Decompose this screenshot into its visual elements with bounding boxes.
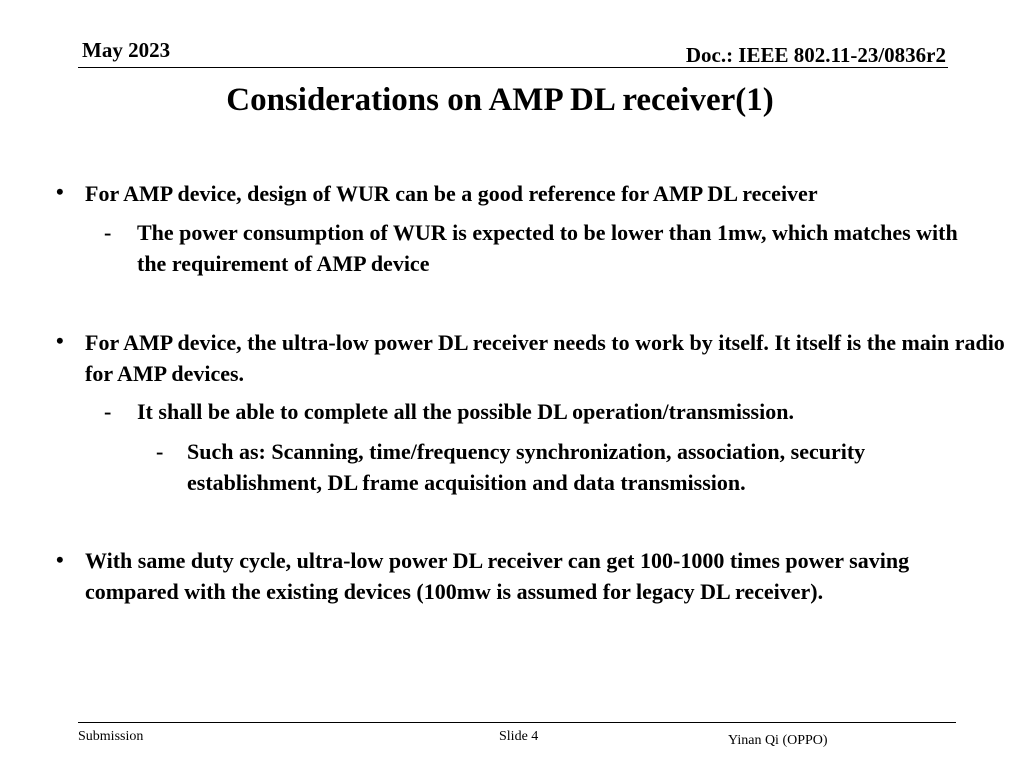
footer-author: Yinan Qi (OPPO) xyxy=(728,733,828,748)
bullet-3-text: With same duty cycle, ultra-low power DL receiver can get 100-1000 times power saving compared with the existing devices (100mw is assumed for legacy DL receiver). xyxy=(85,548,910,604)
footer-divider xyxy=(78,722,956,723)
bullet-marker: • xyxy=(56,179,64,204)
bullet-2-text: For AMP device, the ultra-low power DL receiver needs to work by itself. It itself is the main radio for AMP devices. xyxy=(85,330,1005,386)
header-date: May 2023 xyxy=(82,38,171,62)
dash-marker: - xyxy=(156,439,164,464)
header-doc-id: Doc.: IEEE 802.11-23/0836r2 xyxy=(685,43,946,67)
bullet-marker: • xyxy=(56,547,64,572)
bullet-1-text: For AMP device, design of WUR can be a good reference for AMP DL receiver xyxy=(85,181,818,206)
bullet-2-sub-1-sub-1-text: Such as: Scanning, time/frequency synchronization, association, security establishment, DL frame acquisition and data transmission. xyxy=(187,439,866,495)
bullet-1-sub-1-text: The power consumption of WUR is expected to be lower than 1mw, which matches with the requirement of AMP device xyxy=(137,220,958,276)
slide-title: Considerations on AMP DL receiver(1) xyxy=(226,82,774,118)
dash-marker: - xyxy=(104,399,112,424)
footer-slide-number: Slide 4 xyxy=(499,729,539,744)
dash-marker: - xyxy=(104,220,112,245)
bullet-marker: • xyxy=(56,328,64,353)
bullet-2-sub-1-text: It shall be able to complete all the possible DL operation/transmission. xyxy=(137,399,794,424)
header-divider xyxy=(78,67,948,68)
footer-submission: Submission xyxy=(78,729,144,744)
